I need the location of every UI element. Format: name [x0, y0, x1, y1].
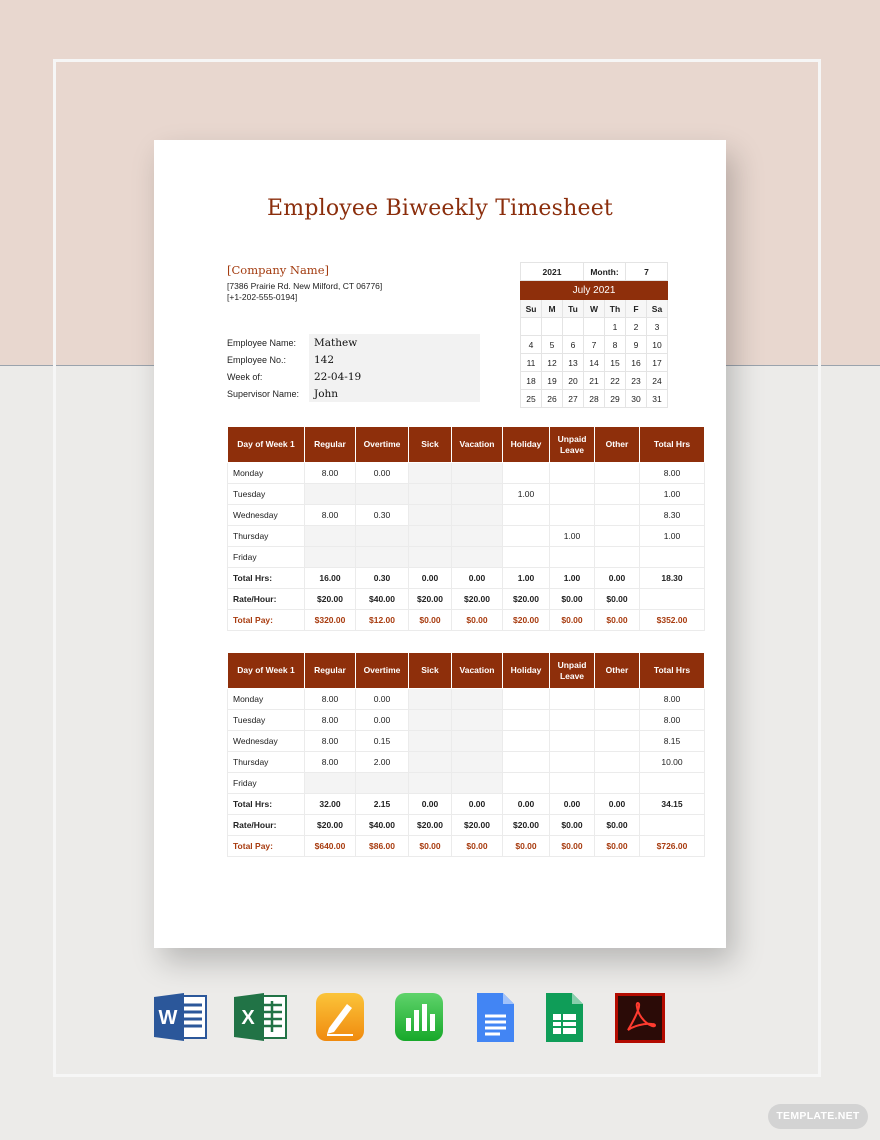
row-label: Monday: [228, 689, 305, 710]
calendar-day: 4: [521, 336, 542, 354]
company-block: [227, 263, 382, 302]
employee-row: [227, 368, 480, 385]
table-cell: $0.00: [452, 610, 503, 631]
table-cell: [409, 547, 452, 568]
calendar-month-bar: [521, 281, 668, 300]
table-cell: [595, 710, 640, 731]
table-cell: $320.00: [305, 610, 356, 631]
table-cell: $0.00: [409, 610, 452, 631]
table-cell: $0.00: [595, 589, 640, 610]
supervisor-value: John: [309, 385, 480, 402]
table-cell: 0.00: [452, 568, 503, 589]
calendar-day: [584, 318, 605, 336]
calendar-day: 21: [584, 372, 605, 390]
calendar-weekday: F: [626, 300, 647, 318]
table-cell: [409, 463, 452, 484]
excel-icon[interactable]: [234, 992, 288, 1042]
calendar-day: 23: [626, 372, 647, 390]
column-header: Vacation: [452, 427, 503, 463]
calendar-month-value: 7: [626, 263, 668, 281]
column-header: Total Hrs: [640, 653, 705, 689]
table-row: [228, 463, 705, 484]
calendar-day: 15: [605, 354, 626, 372]
row-label: Total Pay:: [228, 836, 305, 857]
table-cell: [409, 526, 452, 547]
column-header: Regular: [305, 427, 356, 463]
calendar-day: 29: [605, 390, 626, 408]
column-header: Other: [595, 427, 640, 463]
employee-no-value: 142: [309, 351, 480, 368]
table-cell: [409, 752, 452, 773]
row-label: Tuesday: [228, 484, 305, 505]
week-of-label: Week of:: [227, 371, 263, 382]
svg-text:W: W: [158, 1007, 178, 1029]
table-row: [228, 731, 705, 752]
row-label: Total Hrs:: [228, 794, 305, 815]
table-cell: 8.00: [305, 731, 356, 752]
column-header: Vacation: [452, 653, 503, 689]
calendar-day: [521, 318, 542, 336]
table-cell: [409, 505, 452, 526]
table-cell: $20.00: [503, 815, 550, 836]
table-cell: $20.00: [305, 815, 356, 836]
table-cell: 2.15: [356, 794, 409, 815]
table-cell: [305, 526, 356, 547]
calendar-day: 7: [584, 336, 605, 354]
table-cell: [503, 689, 550, 710]
table-cell: $86.00: [356, 836, 409, 857]
table-cell: $20.00: [452, 815, 503, 836]
table-cell: 8.00: [305, 463, 356, 484]
table-cell: 8.00: [640, 463, 705, 484]
table-cell: [503, 463, 550, 484]
row-label: Monday: [228, 463, 305, 484]
header-row: [228, 653, 705, 689]
row-label: Friday: [228, 547, 305, 568]
row-label: Total Pay:: [228, 610, 305, 631]
google-docs-icon[interactable]: [475, 992, 515, 1044]
table-cell: 8.00: [640, 689, 705, 710]
table-cell: $0.00: [503, 836, 550, 857]
table-cell: $352.00: [640, 610, 705, 631]
table-cell: [409, 689, 452, 710]
row-label: Tuesday: [228, 710, 305, 731]
column-header: Holiday: [503, 427, 550, 463]
employee-info-table: [227, 334, 480, 402]
table-cell: 0.00: [356, 463, 409, 484]
week-of-value: 22-04-19: [309, 368, 480, 385]
calendar-week-row: [521, 336, 668, 354]
calendar-day: 28: [584, 390, 605, 408]
table-cell: [595, 773, 640, 794]
table-cell: $0.00: [550, 589, 595, 610]
row-label: Rate/Hour:: [228, 589, 305, 610]
table-cell: [503, 731, 550, 752]
table-cell: [452, 505, 503, 526]
column-header: Total Hrs: [640, 427, 705, 463]
table-cell: [503, 773, 550, 794]
calendar-day: 26: [542, 390, 563, 408]
table-cell: $0.00: [550, 815, 595, 836]
rate-row: [228, 589, 705, 610]
table-cell: $20.00: [503, 610, 550, 631]
employee-no-label: Employee No.:: [227, 354, 287, 365]
table-cell: [640, 815, 705, 836]
table-cell: 8.15: [640, 731, 705, 752]
calendar-day: 22: [605, 372, 626, 390]
word-icon[interactable]: [154, 992, 208, 1042]
calendar-day: 18: [521, 372, 542, 390]
table-cell: 34.15: [640, 794, 705, 815]
table-cell: 8.00: [640, 710, 705, 731]
table-cell: 1.00: [550, 568, 595, 589]
column-header: Sick: [409, 427, 452, 463]
company-name: [Company Name]: [227, 263, 330, 277]
table-cell: [305, 484, 356, 505]
table-cell: 1.00: [503, 568, 550, 589]
column-header: Holiday: [503, 653, 550, 689]
calendar-day: 3: [647, 318, 668, 336]
company-phone: [+1-202-555-0194]: [227, 292, 298, 302]
table-cell: 0.00: [409, 568, 452, 589]
total-pay-row: [228, 610, 705, 631]
table-cell: 1.00: [640, 484, 705, 505]
table-cell: 2.00: [356, 752, 409, 773]
calendar-weekday: Tu: [563, 300, 584, 318]
table-cell: [595, 731, 640, 752]
table-cell: $0.00: [595, 610, 640, 631]
calendar-weekday: Sa: [647, 300, 668, 318]
total-hrs-row: [228, 568, 705, 589]
table-cell: [452, 710, 503, 731]
table-cell: [503, 547, 550, 568]
table-cell: [452, 463, 503, 484]
table-cell: [409, 484, 452, 505]
employee-name-label: Employee Name:: [227, 337, 297, 348]
table-cell: 0.00: [409, 794, 452, 815]
template-net-badge[interactable]: TEMPLATE.NET: [768, 1104, 868, 1129]
column-header: Sick: [409, 653, 452, 689]
calendar-year-row: [521, 263, 668, 281]
table-cell: 1.00: [640, 526, 705, 547]
table-cell: [452, 526, 503, 547]
table-row: [228, 505, 705, 526]
table-cell: 16.00: [305, 568, 356, 589]
total-hrs-row: [228, 794, 705, 815]
employee-row: [227, 351, 480, 368]
table-cell: $20.00: [305, 589, 356, 610]
table-cell: [640, 589, 705, 610]
calendar-day: 27: [563, 390, 584, 408]
table-cell: [550, 547, 595, 568]
calendar-week-row: [521, 318, 668, 336]
table-cell: $0.00: [550, 836, 595, 857]
table-cell: [595, 526, 640, 547]
column-header: Regular: [305, 653, 356, 689]
calendar-weekday: Th: [605, 300, 626, 318]
table-row: [228, 547, 705, 568]
table-cell: 8.00: [305, 752, 356, 773]
row-label: Wednesday: [228, 731, 305, 752]
table-cell: $20.00: [409, 589, 452, 610]
week-2-table: [227, 652, 705, 857]
table-cell: [550, 505, 595, 526]
svg-text:X: X: [241, 1007, 255, 1029]
table-cell: [595, 463, 640, 484]
calendar-week-row: [521, 372, 668, 390]
calendar-day: 24: [647, 372, 668, 390]
table-cell: 18.30: [640, 568, 705, 589]
table-cell: [409, 710, 452, 731]
calendar-day: 13: [563, 354, 584, 372]
table-cell: [595, 505, 640, 526]
calendar-day: 10: [647, 336, 668, 354]
calendar-day: 12: [542, 354, 563, 372]
column-header: Unpaid Leave: [550, 427, 595, 463]
table-cell: $0.00: [595, 836, 640, 857]
table-cell: 0.30: [356, 505, 409, 526]
table-cell: [550, 710, 595, 731]
table-cell: [503, 710, 550, 731]
acrobat-icon[interactable]: [614, 992, 666, 1044]
table-cell: 0.15: [356, 731, 409, 752]
calendar: [520, 262, 668, 408]
table-cell: $0.00: [452, 836, 503, 857]
employee-row: [227, 334, 480, 351]
calendar-weekday: M: [542, 300, 563, 318]
table-row: [228, 484, 705, 505]
table-cell: [550, 731, 595, 752]
calendar-day: 30: [626, 390, 647, 408]
calendar-day: 6: [563, 336, 584, 354]
table-cell: 0.00: [595, 568, 640, 589]
employee-name-value: Mathew: [309, 334, 480, 351]
table-row: [228, 526, 705, 547]
table-cell: [640, 773, 705, 794]
table-cell: [503, 752, 550, 773]
table-cell: [356, 526, 409, 547]
table-cell: $20.00: [409, 815, 452, 836]
table-cell: [503, 505, 550, 526]
table-cell: 0.00: [356, 710, 409, 731]
table-cell: [550, 689, 595, 710]
row-label: Wednesday: [228, 505, 305, 526]
table-cell: $12.00: [356, 610, 409, 631]
table-cell: [595, 752, 640, 773]
table-cell: [595, 484, 640, 505]
document-title: Employee Biweekly Timesheet: [267, 196, 613, 221]
table-cell: [409, 731, 452, 752]
table-row: [228, 710, 705, 731]
table-cell: 0.30: [356, 568, 409, 589]
calendar-day: [542, 318, 563, 336]
numbers-icon[interactable]: [394, 992, 444, 1042]
table-cell: [305, 547, 356, 568]
column-header: Overtime: [356, 427, 409, 463]
calendar-day: 2: [626, 318, 647, 336]
table-cell: $0.00: [595, 815, 640, 836]
row-label: Thursday: [228, 752, 305, 773]
table-cell: [409, 773, 452, 794]
column-header: Unpaid Leave: [550, 653, 595, 689]
calendar-day: 8: [605, 336, 626, 354]
table-cell: [452, 773, 503, 794]
table-cell: $726.00: [640, 836, 705, 857]
table-cell: [452, 547, 503, 568]
table-cell: $40.00: [356, 815, 409, 836]
table-cell: 8.00: [305, 689, 356, 710]
table-cell: $20.00: [503, 589, 550, 610]
calendar-day: 20: [563, 372, 584, 390]
calendar-day: 16: [626, 354, 647, 372]
row-label: Thursday: [228, 526, 305, 547]
calendar-day: [563, 318, 584, 336]
table-cell: 8.30: [640, 505, 705, 526]
rate-row: [228, 815, 705, 836]
calendar-day: 5: [542, 336, 563, 354]
calendar-week-row: [521, 390, 668, 408]
table-cell: $40.00: [356, 589, 409, 610]
google-sheets-icon[interactable]: [544, 992, 584, 1044]
column-header: Day of Week 1: [228, 427, 305, 463]
calendar-day: 25: [521, 390, 542, 408]
header-row: [228, 427, 705, 463]
table-row: [228, 773, 705, 794]
table-cell: 1.00: [550, 526, 595, 547]
table-cell: 32.00: [305, 794, 356, 815]
calendar-weekday-row: [521, 300, 668, 318]
table-cell: 8.00: [305, 505, 356, 526]
calendar-day: 19: [542, 372, 563, 390]
table-cell: 0.00: [595, 794, 640, 815]
table-cell: $640.00: [305, 836, 356, 857]
table-cell: $20.00: [452, 589, 503, 610]
calendar-day: 11: [521, 354, 542, 372]
calendar-day: 1: [605, 318, 626, 336]
employee-row: [227, 385, 480, 402]
table-cell: [595, 547, 640, 568]
table-cell: [503, 526, 550, 547]
table-cell: [305, 773, 356, 794]
column-header: Day of Week 1: [228, 653, 305, 689]
table-cell: [356, 547, 409, 568]
table-cell: [356, 484, 409, 505]
supervisor-label: Supervisor Name:: [227, 388, 300, 399]
calendar-day: 31: [647, 390, 668, 408]
calendar-month-label: Month:: [584, 263, 626, 281]
calendar-day: 17: [647, 354, 668, 372]
week-1-table: [227, 426, 705, 631]
calendar-weekday: W: [584, 300, 605, 318]
row-label: Total Hrs:: [228, 568, 305, 589]
table-cell: [452, 731, 503, 752]
table-cell: $0.00: [550, 610, 595, 631]
company-address: [7386 Prairie Rd. New Milford, CT 06776]: [227, 281, 383, 291]
table-cell: [595, 689, 640, 710]
table-cell: 0.00: [550, 794, 595, 815]
table-row: [228, 752, 705, 773]
document-page: [154, 140, 726, 948]
column-header: Other: [595, 653, 640, 689]
table-cell: 10.00: [640, 752, 705, 773]
table-cell: [640, 547, 705, 568]
calendar-week-row: [521, 354, 668, 372]
column-header: Overtime: [356, 653, 409, 689]
table-cell: [550, 484, 595, 505]
row-label: Rate/Hour:: [228, 815, 305, 836]
total-pay-row: [228, 836, 705, 857]
table-cell: [452, 484, 503, 505]
table-cell: 0.00: [452, 794, 503, 815]
table-cell: $0.00: [409, 836, 452, 857]
table-cell: 0.00: [356, 689, 409, 710]
table-cell: [356, 773, 409, 794]
pages-icon[interactable]: [315, 992, 365, 1042]
calendar-day: 9: [626, 336, 647, 354]
table-cell: 1.00: [503, 484, 550, 505]
table-cell: [452, 689, 503, 710]
calendar-weekday: Su: [521, 300, 542, 318]
table-cell: 8.00: [305, 710, 356, 731]
table-cell: [550, 773, 595, 794]
table-cell: 0.00: [503, 794, 550, 815]
table-row: [228, 689, 705, 710]
calendar-day: 14: [584, 354, 605, 372]
table-cell: [550, 752, 595, 773]
row-label: Friday: [228, 773, 305, 794]
table-cell: [452, 752, 503, 773]
calendar-year: 2021: [521, 263, 584, 281]
table-cell: [550, 463, 595, 484]
calendar-month-title: July 2021: [521, 281, 668, 300]
